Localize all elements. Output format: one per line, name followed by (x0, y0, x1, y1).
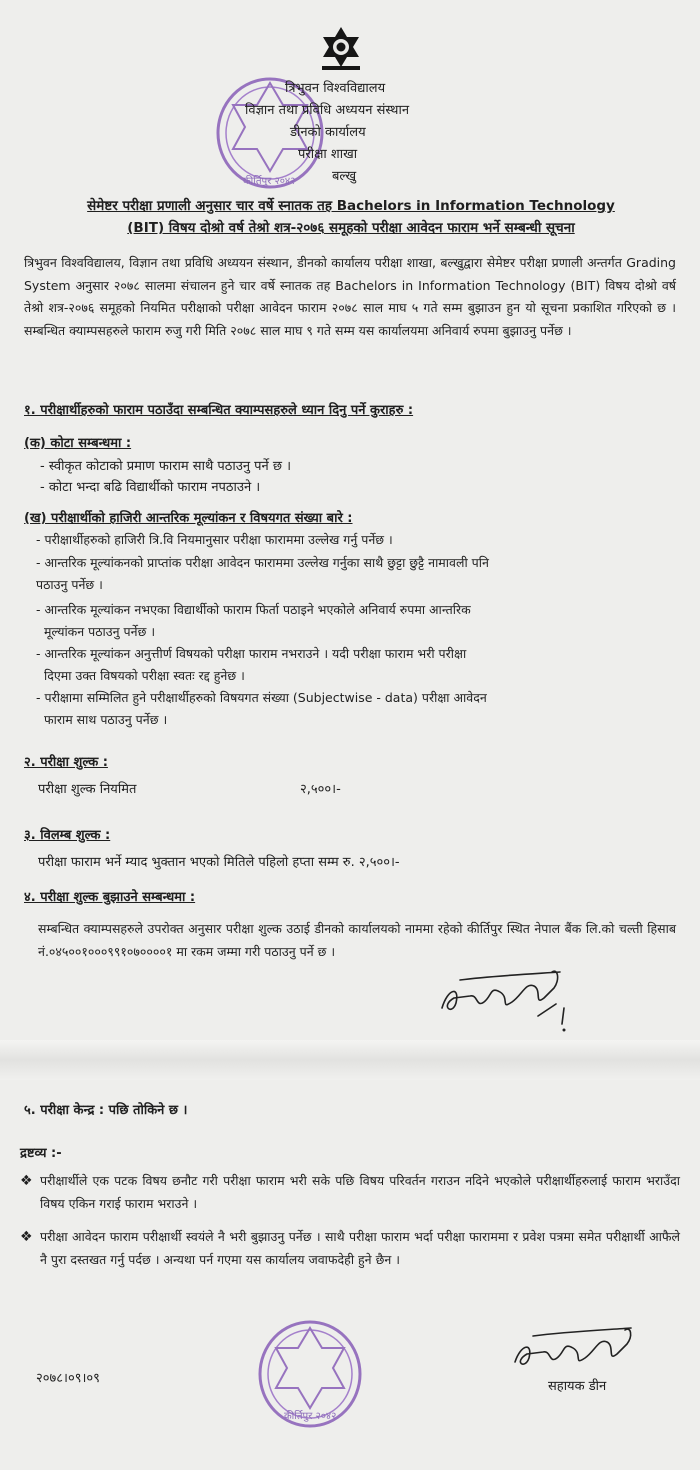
official-stamp (250, 1312, 370, 1436)
page-seam (0, 1040, 700, 1080)
notice-title-line1: सेमेष्टर परीक्षा प्रणाली अनुसार चार वर्षे स्नातक तह Bachelors in Information Technology (87, 198, 615, 214)
attendance-item: - आन्तरिक मूल्यांकन नभएका विद्यार्थीको फाराम फिर्ता पठाइने भएकोले अनिवार्य रुपमा आन्तरिक (36, 602, 471, 617)
bullet-icon: ❖ (20, 1173, 33, 1189)
attendance-item-cont: पठाउनु पर्नेछ । (36, 577, 103, 592)
header-location: बल्खु (332, 169, 357, 184)
header-dean-office: डीनको कार्यालय (290, 125, 366, 140)
exam-fee-amount: २,५००।- (300, 782, 341, 797)
quota-item: - स्वीकृत कोटाको प्रमाण फाराम साथै पठाउनु पर्ने छ । (40, 459, 292, 474)
section2-heading: २. परीक्षा शुल्क : (24, 755, 108, 770)
section1-heading: १. परीक्षार्थीहरुको फाराम पठाउँदा सम्बन्धित क्याम्पसहरुले ध्यान दिनु पर्ने कुराहरु : (24, 403, 414, 418)
attendance-heading: (ख) परीक्षार्थीको हाजिरी आन्तरिक मूल्यांकन र विषयगत संख्या बारे : (24, 511, 353, 526)
note-item: परीक्षार्थीले एक पटक विषय छनौट गरी परीक्षा फाराम भरी सके पछि विषय परिवर्तन गराउन नदिने भएकोले परीक्षार्थीहरुलाई फाराम भराउँदा विषय एकिन गराई फाराम भराउने । (40, 1173, 680, 1211)
note-item: परीक्षा आवेदन फाराम परीक्षार्थी स्वयंले नै भरी बुझाउनु पर्नेछ । साथै परीक्षा फाराम भर्दा परीक्षा फाराममा र प्रवेश पत्रमा समेत परीक्षार्थी आफैले नै पुरा दस्तखत गर्नु पर्दछ । अन्यथा पर्न गएमा यस कार्यालय जवाफदेही हुने छैन । (40, 1229, 680, 1267)
notice-title-line2: (BIT) विषय दोश्रो वर्ष तेश्रो शत्र-२०७६ समूहको परीक्षा आवेदन फाराम भर्ने सम्बन्धी सूचना (127, 220, 575, 236)
issue-date: २०७८।०९।०९ (36, 1371, 100, 1386)
late-fee-text: परीक्षा फाराम भर्ने म्याद भुक्तान भएको मितिले पहिलो हप्ता सम्म रु. २,५००।- (38, 855, 400, 870)
attendance-item-cont: मूल्यांकन पठाउनु पर्नेछ । (44, 624, 156, 639)
attendance-item: - परीक्षामा सम्मिलित हुने परीक्षार्थीहरुको विषयगत संख्या (Subjectwise - data) परीक्षा आवेदन (36, 690, 487, 705)
attendance-item-cont: फाराम साथ पठाउनु पर्नेछ । (44, 712, 168, 727)
header-university: त्रिभुवन विश्वविद्यालय (285, 81, 386, 96)
bullet-icon: ❖ (20, 1229, 33, 1245)
attendance-item: - परीक्षार्थीहरुको हाजिरी त्रि.वि नियमानुसार परीक्षा फाराममा उल्लेख गर्नु पर्नेछ । (36, 532, 393, 547)
handwritten-signature (430, 958, 610, 1042)
quota-heading: (क) कोटा सम्बन्धमा : (24, 436, 132, 451)
signatory-title: सहायक डीन (548, 1379, 607, 1394)
stamp-text: कीर्तिपुर २०४२ (243, 176, 296, 187)
attendance-item: - आन्तरिक मूल्यांकनको प्राप्तांक परीक्षा आवेदन फाराममा उल्लेख गर्नुका साथै छुट्टा छुट्टै नामावली पनि (36, 555, 489, 570)
payment-paragraph: सम्बन्धित क्याम्पसहरुले उपरोक्त अनुसार परीक्षा शुल्क उठाई डीनको कार्यालयको नाममा रहेको कीर्तिपुर स्थित नेपाल बैंक लि.को चल्ती हिसाब नं.०४५००१०००९९१०७००००१ मा रकम जम्मा गरी पठाउनु पर्ने छ । (38, 921, 676, 959)
attendance-item: - आन्तरिक मूल्यांकन अनुत्तीर्ण विषयको परीक्षा फाराम नभराउने । यदी परीक्षा फाराम भरी परीक्षा (36, 646, 467, 661)
attendance-item-cont: दिएमा उक्त विषयको परीक्षा स्वतः रद्द हुनेछ । (44, 668, 245, 683)
section3-heading: ३. विलम्ब शुल्क : (24, 828, 111, 843)
notes-heading: द्रष्टव्य :- (20, 1146, 62, 1161)
intro-paragraph: त्रिभुवन विश्वविद्यालय, विज्ञान तथा प्रविधि अध्ययन संस्थान, डीनको कार्यालय परीक्षा शाखा, बल्खुद्वारा सेमेष्टर परीक्षा प्रणाली अन्तर्गत Grading System अनुसार २०७८ सालमा संचालन हुने चार वर्षे स्नातक तह Bachelors in Information Technology (BIT) विषय दोश्रो वर्ष तेश्रो शत्र-२०७६ समूहको नियमित परीक्षाको परीक्षा आवेदन फाराम २०७८ साल माघ ५ गते सम्म बुझाउन हुन यो सूचना प्रकाशित गरिएको छ । सम्बन्धित क्याम्पसहरुले फाराम रुजु गरी मिति २०७८ साल माघ ९ गते सम्म यस कार्यालयमा अनिवार्य रुपमा बुझाउनु पर्नेछ । (24, 255, 676, 338)
header-exam-section: परीक्षा शाखा (298, 147, 358, 162)
quota-item: - कोटा भन्दा बढि विद्यार्थीको फाराम नपठाउने । (40, 480, 261, 495)
section4-heading: ४. परीक्षा शुल्क बुझाउने सम्बन्धमा : (24, 890, 196, 905)
exam-fee-label: परीक्षा शुल्क नियमित (38, 782, 137, 797)
header-institute: विज्ञान तथा प्रविधि अध्ययन संस्थान (245, 103, 410, 118)
stamp-text: कीर्तिपुर २०४२ (284, 1411, 337, 1422)
section5-heading: ५. परीक्षा केन्द्र : पछि तोकिने छ । (24, 1103, 188, 1118)
